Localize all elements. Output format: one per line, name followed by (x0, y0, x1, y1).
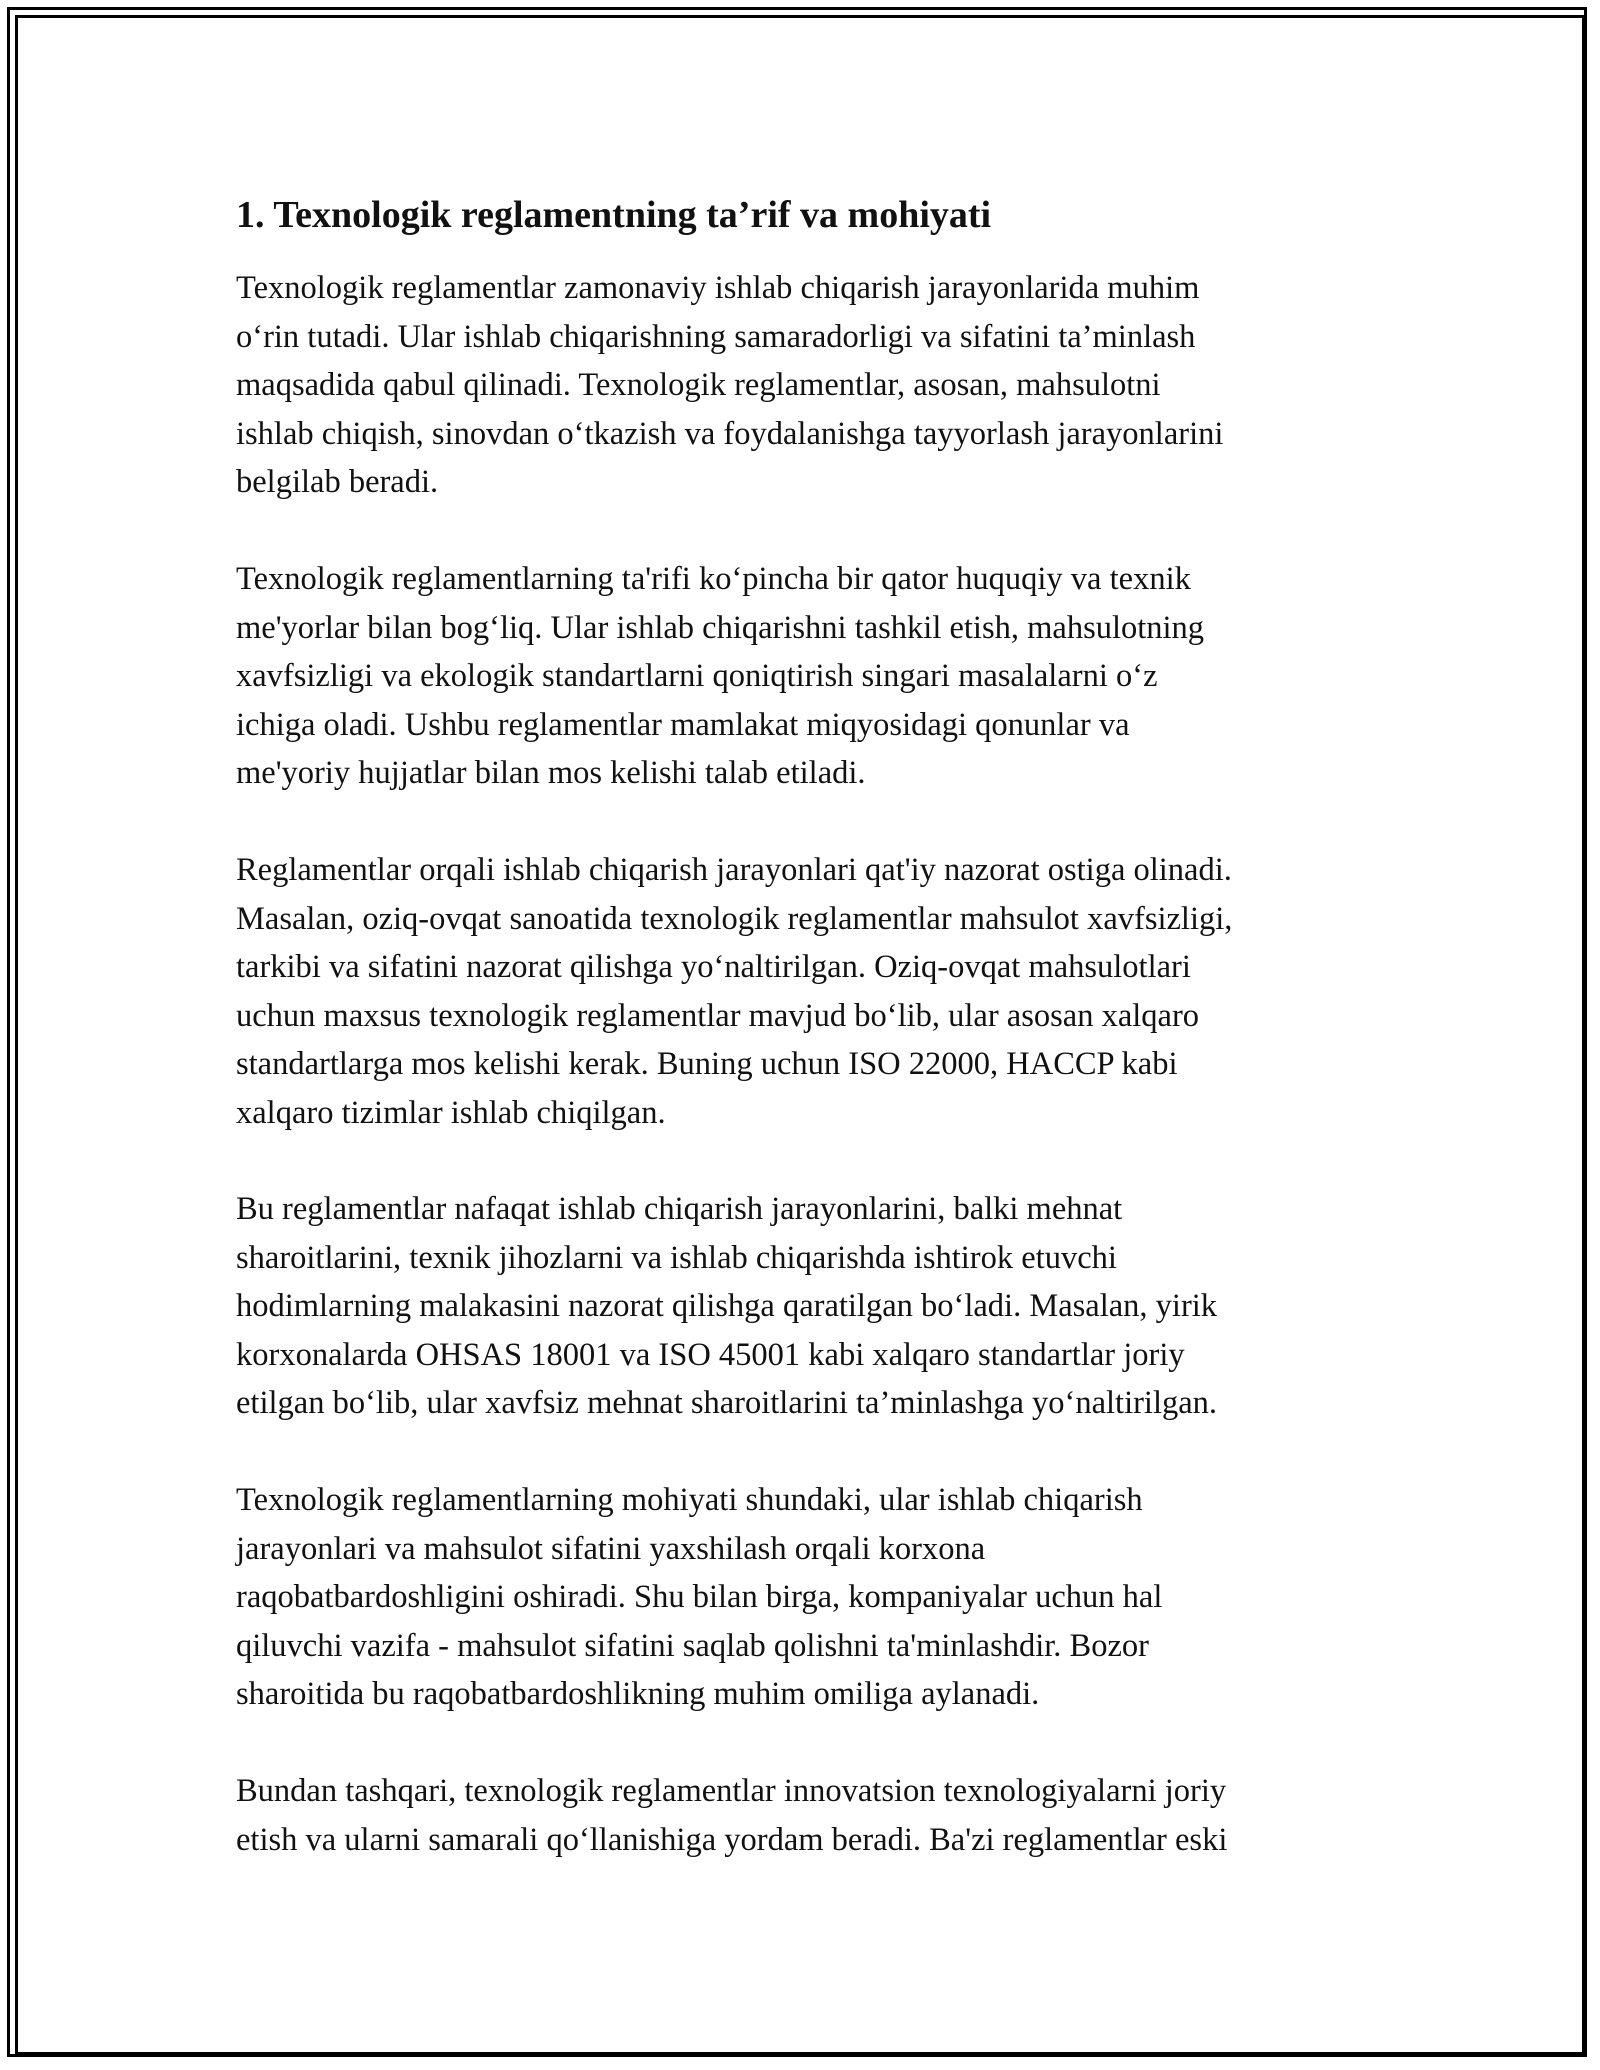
text-line: ichiga oladi. Ushbu reglamentlar mamlakat miqyosidagi qonunlar va (236, 706, 1130, 743)
text-line: me'yorlar bilan bog‘liq. Ular ishlab chiqarishni tashkil etish, mahsulotning (236, 609, 1205, 646)
paragraph-2 (236, 555, 1204, 798)
text-line: Texnologik reglamentlarning ta'rifi ko‘pincha bir qator huquqiy va texnik (236, 561, 1191, 597)
text-line: sharoitlarini, texnik jihozlarni va ishlab chiqarishda ishtirok etuvchi (236, 1239, 1117, 1276)
text-line: standartlarga mos kelishi kerak. Buning uchun ISO 22000, HACCP kabi (236, 1046, 1178, 1082)
text-line: xavfsizligi va ekologik standartlarni qoniqtirish singari masalalarni o‘z (236, 658, 1158, 694)
text-line: hodimlarning malakasini nazorat qilishga qaratilgan bo‘ladi. Masalan, yirik (236, 1288, 1218, 1324)
text-line: etilgan bo‘lib, ular xavfsiz mehnat sharoitlarini ta’minlashga yo‘naltirilgan. (236, 1385, 1218, 1421)
text-line: korxonalarda OHSAS 18001 va ISO 45001 kabi xalqaro standartlar joriy (236, 1336, 1185, 1373)
text-line: Texnologik reglamentlarning mohiyati shundaki, ular ishlab chiqarish (236, 1482, 1143, 1518)
text-line: Reglamentlar orqali ishlab chiqarish jarayonlari qat'iy nazorat ostiga olinadi. (236, 852, 1232, 888)
paragraph-4 (236, 1185, 1217, 1428)
text-line: etish va ularni samarali qo‘llanishiga yordam beradi. Ba'zi reglamentlar eski (236, 1821, 1228, 1858)
text-line: uchun maxsus texnologik reglamentlar mavjud bo‘lib, ular asosan xalqaro (236, 997, 1200, 1034)
text-line: Masalan, oziq-ovqat sanoatida texnologik reglamentlar mahsulot xavfsizligi, (236, 900, 1233, 937)
text-line: qiluvchi vazifa - mahsulot sifatini saqlab qolishni ta'minlashdir. Bozor (236, 1627, 1149, 1664)
paragraph-3 (236, 846, 1232, 1137)
paragraph-1 (236, 264, 1223, 507)
text-line: Bundan tashqari, texnologik reglamentlar innovatsion texnologiyalarni joriy (236, 1773, 1227, 1809)
text-line: jarayonlari va mahsulot sifatini yaxshilash orqali korxona (236, 1530, 986, 1567)
text-line: belgilab beradi. (236, 464, 439, 500)
text-line: o‘rin tutadi. Ular ishlab chiqarishning samaradorligi va sifatini ta’minlash (236, 318, 1196, 355)
text-line: maqsadida qabul qilinadi. Texnologik reglamentlar, asosan, mahsulotni (236, 367, 1161, 403)
section-heading: 1. Texnologik reglamentning ta’rif va mohiyati (236, 194, 992, 236)
text-line: raqobatbardoshligini oshiradi. Shu bilan birga, kompaniyalar uchun hal (236, 1579, 1163, 1615)
text-line: me'yoriy hujjatlar bilan mos kelishi talab etiladi. (236, 755, 866, 791)
text-line: sharoitida bu raqobatbardoshlikning muhim omiliga aylanadi. (236, 1676, 1040, 1712)
paragraph-5 (236, 1476, 1162, 1719)
paragraph-6 (236, 1767, 1227, 1864)
text-line: tarkibi va sifatini nazorat qilishga yo‘naltirilgan. Oziq-ovqat mahsulotlari (236, 949, 1191, 985)
text-line: xalqaro tizimlar ishlab chiqilgan. (236, 1094, 666, 1131)
text-line: ishlab chiqish, sinovdan o‘tkazish va foydalanishga tayyorlash jarayonlarini (236, 415, 1224, 452)
text-line: Bu reglamentlar nafaqat ishlab chiqarish jarayonlarini, balki mehnat (236, 1191, 1123, 1227)
text-line: Texnologik reglamentlar zamonaviy ishlab chiqarish jarayonlarida muhim (236, 270, 1200, 306)
